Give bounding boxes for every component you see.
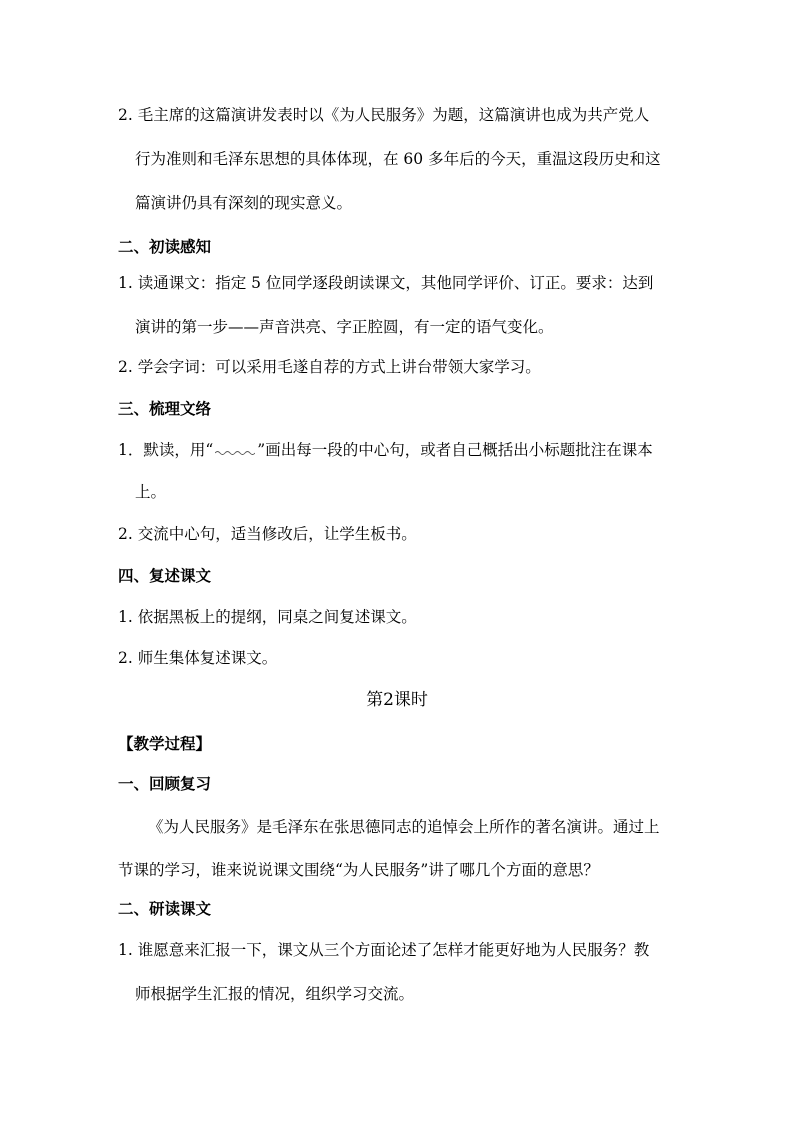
heading-review: 一、回顾复习 — [118, 774, 212, 793]
chudu-item2: 2. 学会字词：可以采用毛遂自荐的方式上讲台带领大家学习。 — [118, 358, 541, 376]
review-line2: 节课的学习，谁来说说课文围绕“为人民服务”讲了哪几个方面的意思？ — [118, 861, 599, 879]
study-item1-line2: 师根据学生汇报的情况，组织学习交流。 — [135, 985, 415, 1003]
study-item1-line1: 1. 谁愿意来汇报一下，课文从三个方面论述了怎样才能更好地为人民服务？教 — [118, 941, 650, 959]
heading-process: 【教学过程】 — [118, 734, 212, 753]
shuli-item1-post: ”画出每一段的中心句，或者自己概括出小标题批注在课本 — [257, 441, 653, 459]
lesson2-title: 第2课时 — [366, 690, 428, 710]
fushu-item1: 1. 依据黑板上的提纲，同桌之间复述课文。 — [118, 608, 417, 626]
shuli-item2: 2. 交流中心句，适当修改后，让学生板书。 — [118, 525, 417, 543]
fushu-item2: 2. 师生集体复述课文。 — [118, 649, 278, 667]
intro-item2-line1: 2. 毛主席的这篇演讲发表时以《为人民服务》为题，这篇演讲也成为共产党人 — [118, 106, 650, 124]
heading-study: 二、研读课文 — [118, 899, 212, 918]
intro-item2-line2: 行为准则和毛泽东思想的具体体现，在 60 多年后的今天，重温这段历史和这 — [135, 150, 661, 168]
shuli-item1-pre: 1．默读，用“ — [118, 441, 214, 459]
chudu-item1-line2: 演讲的第一步——声音洪亮、字正腔圆，有一定的语气变化。 — [135, 318, 554, 336]
wavy-underline-mark — [215, 446, 255, 456]
heading-shuli: 三、梳理文络 — [118, 399, 212, 418]
review-line1: 《为人民服务》是毛泽东在张思德同志的追悼会上所作的著名演讲。通过上 — [148, 818, 660, 836]
chudu-item1-line1: 1. 读通课文：指定 5 位同学逐段朗读课文，其他同学评价、订正。要求：达到 — [118, 274, 654, 292]
heading-fushu: 四、复述课文 — [118, 566, 212, 585]
intro-item2-line3: 篇演讲仍具有深刻的现实意义。 — [135, 194, 353, 212]
shuli-item1-line2: 上。 — [135, 483, 167, 501]
shuli-item1-line1 — [118, 440, 653, 460]
heading-chudu: 二、初读感知 — [118, 237, 212, 256]
